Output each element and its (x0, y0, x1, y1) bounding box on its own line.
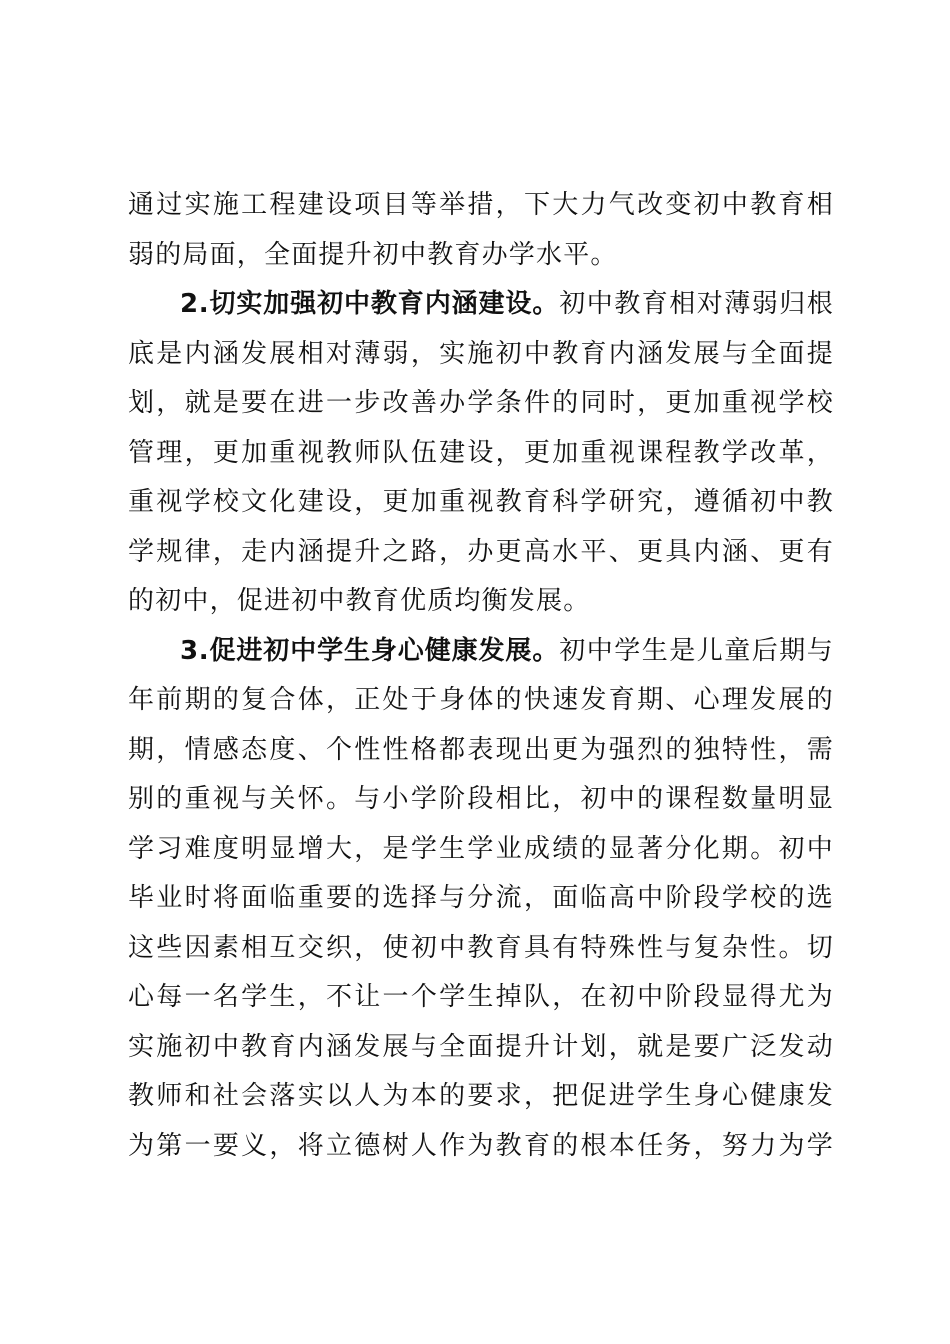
section-heading: 3.促进初中学生身心健康发展。 (180, 635, 560, 666)
text-line: 学规律，走内涵提升之路，办更高水平、更具内涵、更有 (128, 536, 834, 567)
text-run: 初中教育相对薄弱归根 (559, 289, 834, 319)
text-line: 通过实施工程建设项目等举措，下大力气改变初中教育相 (128, 190, 834, 220)
section-heading: 2.切实加强初中教育内涵建设。 (180, 289, 560, 319)
text-line: 重视学校文化建设，更加重视教育科学研究，遵循初中教 (128, 487, 834, 517)
paragraph-first-line (128, 627, 834, 677)
text-line: 学习难度明显增大，是学生学业成绩的显著分化期。初中 (128, 833, 834, 864)
paragraph-first-line (128, 280, 834, 330)
text-line: 管理，更加重视教师队伍建设，更加重视课程教学改革， (128, 437, 834, 468)
text-line: 教师和社会落实以人为本的要求，把促进学生身心健康发 (128, 1081, 834, 1111)
body-text (128, 181, 834, 1171)
text-line: 底是内涵发展相对薄弱，实施初中教育内涵发展与全面提 (128, 338, 834, 369)
text-line: 划，就是要在进一步改善办学条件的同时，更加重视学校 (128, 388, 834, 418)
text-line: 弱的局面，全面提升初中教育办学水平。 (128, 239, 618, 270)
text-line: 期，情感态度、个性性格都表现出更为强烈的独特性，需 (128, 734, 834, 765)
text-line: 的初中，促进初中教育优质均衡发展。 (128, 586, 591, 616)
text-line: 实施初中教育内涵发展与全面提升计划，就是要广泛发动 (128, 1031, 834, 1062)
text-run: 初中学生是儿童后期与 (559, 635, 834, 666)
text-line: 毕业时将面临重要的选择与分流，面临高中阶段学校的选 (128, 883, 834, 913)
text-line: 别的重视与关怀。与小学阶段相比，初中的课程数量明显 (128, 784, 834, 814)
text-line: 心每一名学生，不让一个学生掉队，在初中阶段显得尤为 (128, 982, 834, 1012)
text-line: 年前期的复合体，正处于身体的快速发育期、心理发展的 (128, 685, 834, 715)
text-line: 为第一要义，将立德树人作为教育的根本任务，努力为学 (128, 1130, 834, 1161)
text-line: 这些因素相互交织，使初中教育具有特殊性与复杂性。切 (128, 932, 834, 963)
